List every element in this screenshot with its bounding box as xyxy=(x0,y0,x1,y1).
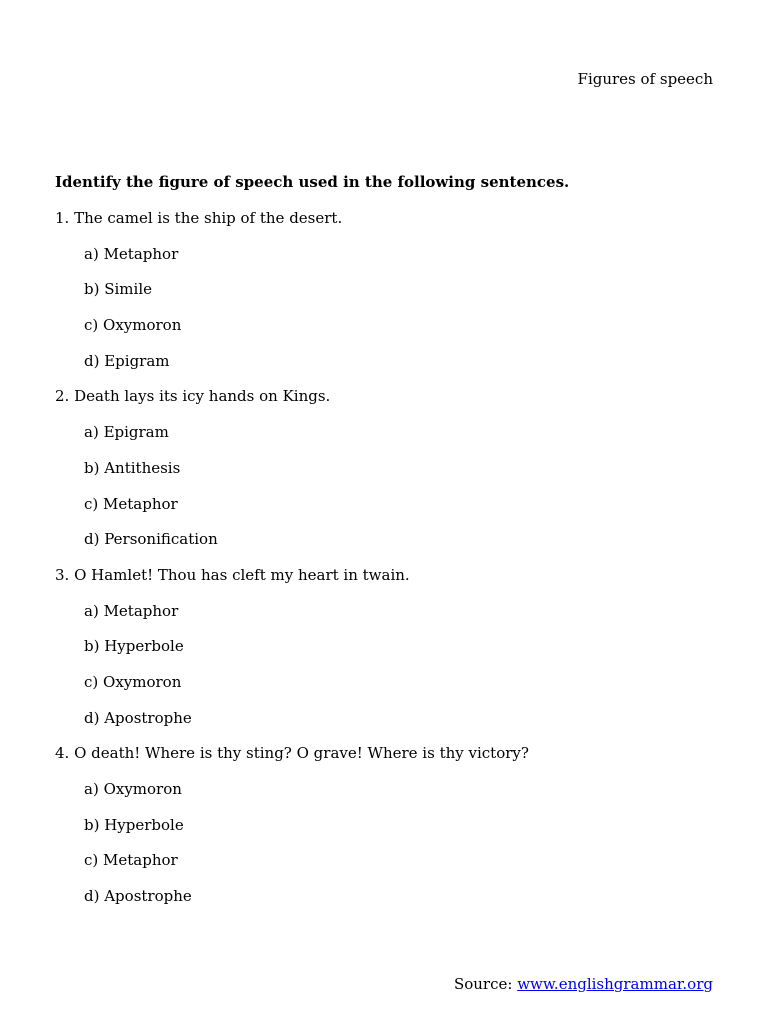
option-item: a) Oxymoron xyxy=(84,780,182,798)
option-item: c) Metaphor xyxy=(84,851,178,870)
option-item: a) Epigram xyxy=(84,423,169,442)
question-item xyxy=(55,208,529,386)
question-item xyxy=(55,565,529,743)
option-item: d) Apostrophe xyxy=(84,708,192,727)
option-item: a) Metaphor xyxy=(84,601,179,620)
option-item: b) Antithesis xyxy=(84,458,181,477)
option-list xyxy=(55,422,529,565)
page-title: Figures of speech xyxy=(577,70,713,88)
source-link[interactable]: www.englishgrammar.org xyxy=(517,975,713,993)
option-item: d) Epigram xyxy=(84,351,170,370)
option-list xyxy=(55,244,529,387)
option-item: c) Oxymoron xyxy=(84,672,182,691)
question-item xyxy=(55,386,529,564)
option-item: d) Apostrophe xyxy=(84,887,192,906)
source-label: Source: xyxy=(453,975,518,993)
instruction-text: Identify the figure of speech used in the following sentences. xyxy=(55,173,570,191)
question-item xyxy=(55,743,529,921)
question-list xyxy=(55,208,529,922)
option-item: b) Hyperbole xyxy=(84,815,184,834)
option-item: b) Hyperbole xyxy=(84,637,184,656)
question-text: 1. The camel is the ship of the desert. xyxy=(55,209,343,227)
option-list xyxy=(55,601,529,744)
option-item: d) Personification xyxy=(84,530,218,549)
option-list xyxy=(55,779,529,922)
option-item: b) Simile xyxy=(84,280,152,299)
option-item: c) Metaphor xyxy=(84,494,178,513)
option-item: c) Oxymoron xyxy=(84,316,182,335)
question-text: 3. O Hamlet! Thou has cleft my heart in twain. xyxy=(55,565,410,584)
source-footer xyxy=(454,974,713,994)
question-text: 4. O death! Where is thy sting? O grave! Where is thy victory? xyxy=(55,744,529,763)
option-item: a) Metaphor xyxy=(84,244,179,263)
question-text: 2. Death lays its icy hands on Kings. xyxy=(55,387,331,406)
